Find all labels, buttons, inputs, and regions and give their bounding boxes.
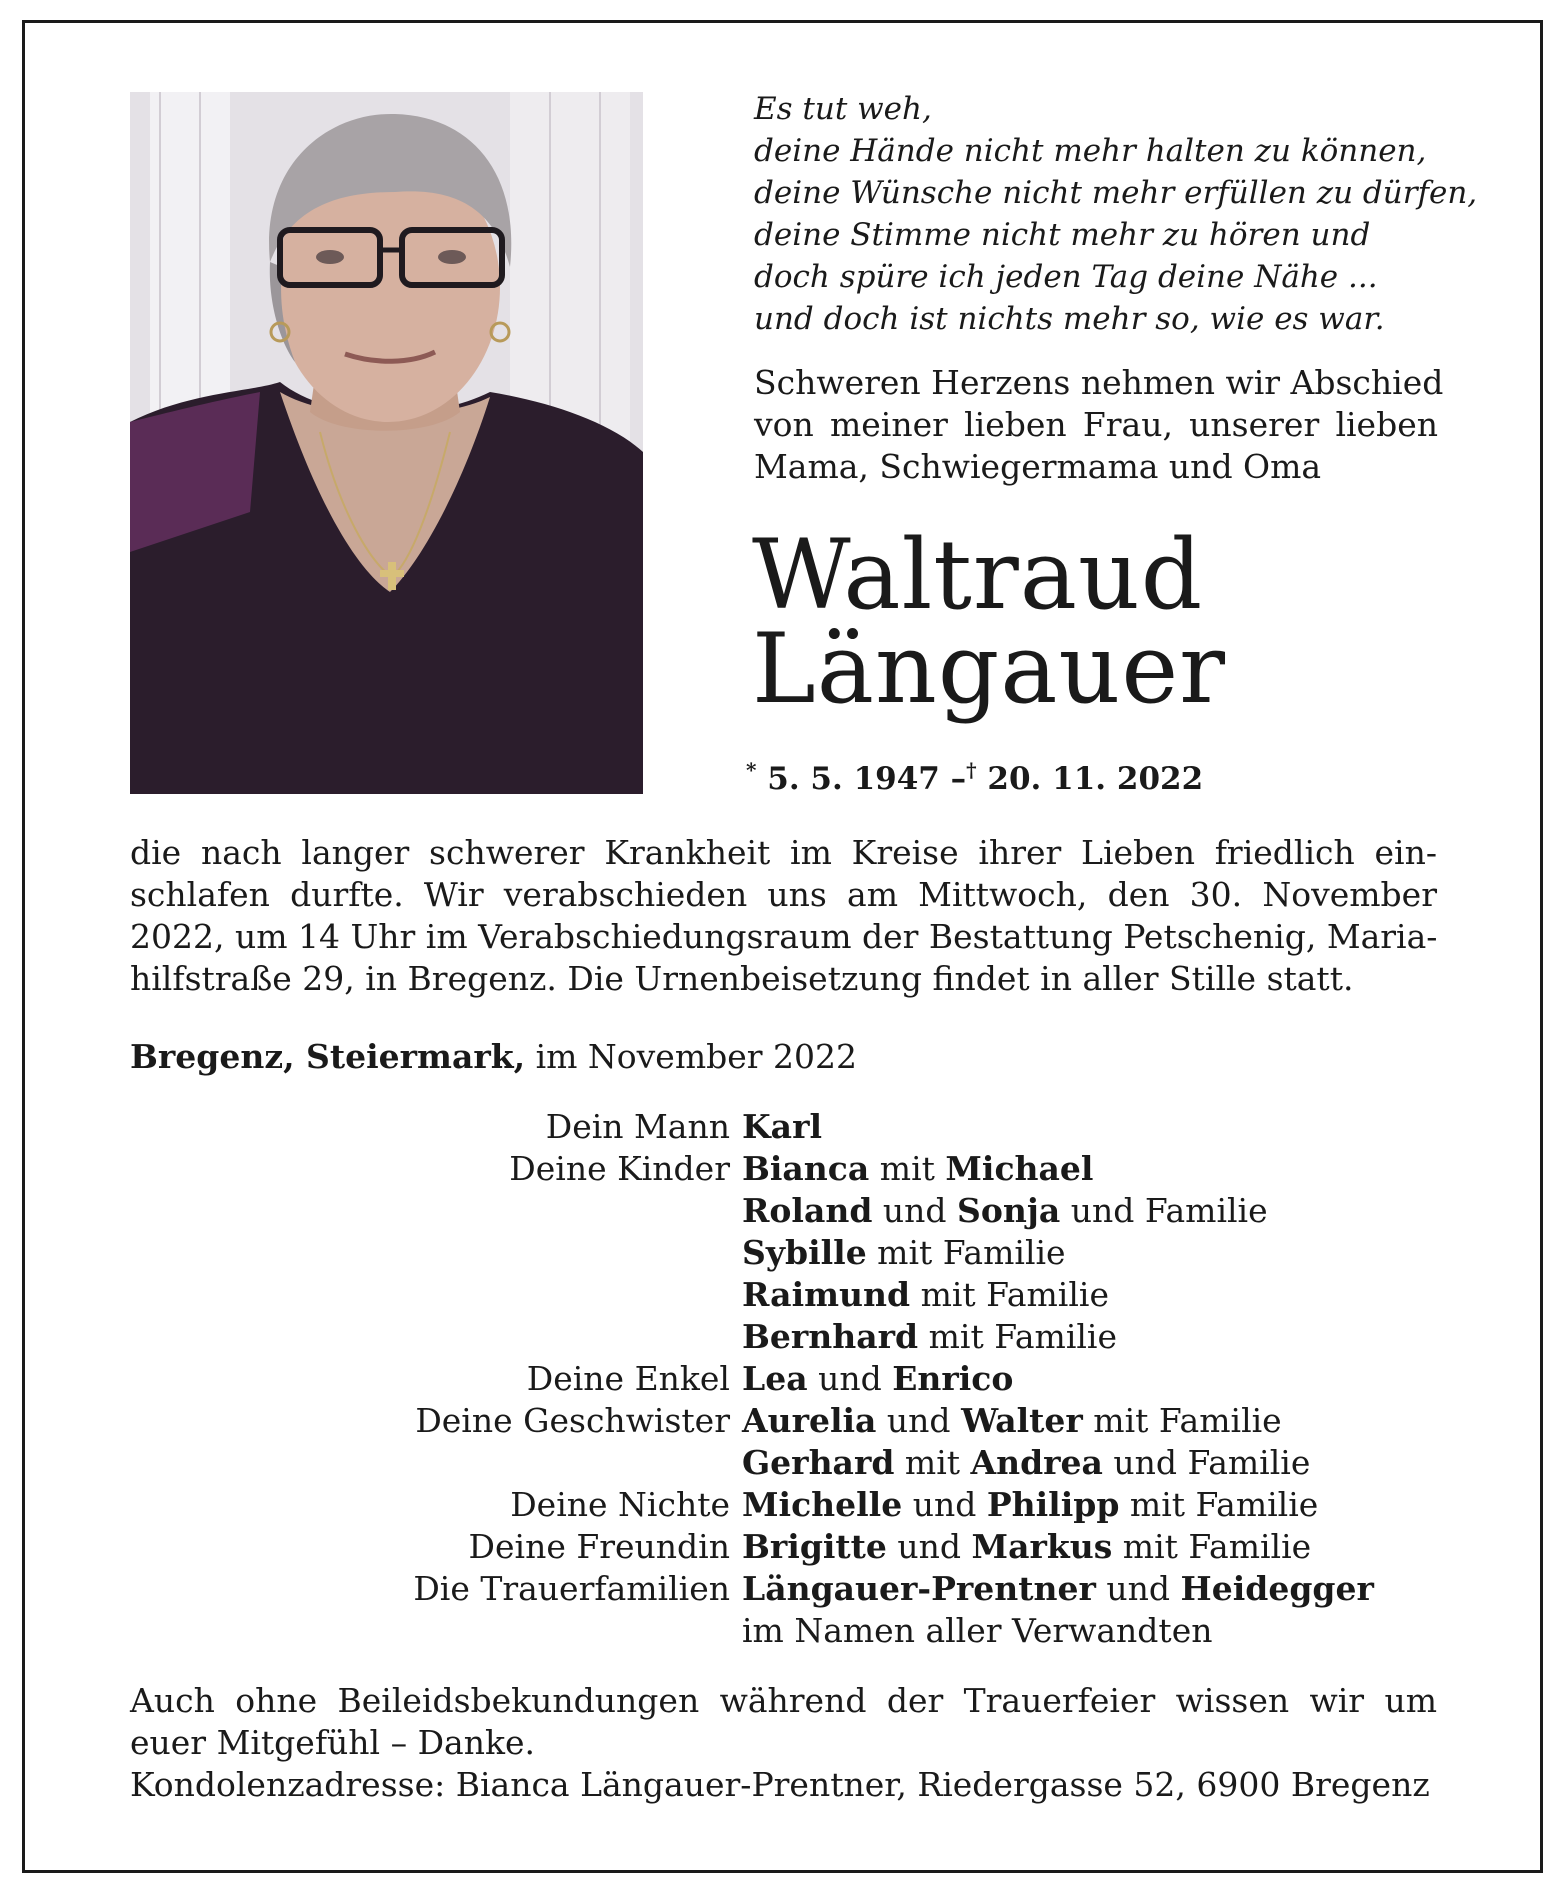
member-name: Brigitte [742, 1527, 887, 1566]
member-names [742, 1484, 1318, 1526]
member-connector: mit [894, 1443, 971, 1482]
mourners-list [130, 1106, 1440, 1652]
member-connector: mit Familie [1082, 1401, 1282, 1440]
poem-line: deine Wünsche nicht mehr erfüllen zu dürfen, [754, 175, 1478, 211]
poem-line: doch spüre ich jeden Tag deine Nähe ... [754, 259, 1378, 295]
member-connector: und [902, 1485, 987, 1524]
member-connector: und [807, 1359, 893, 1398]
poem-line: und doch ist nichts mehr so, wie es war. [754, 301, 1385, 337]
member-names [742, 1400, 1282, 1442]
place-date-line [130, 1036, 857, 1078]
intro-line: Schweren Herzens nehmen wir Abschied [754, 363, 1444, 402]
relation-label: Deine Freundin [468, 1527, 730, 1566]
place-month: im November 2022 [525, 1037, 858, 1076]
poem [754, 88, 1478, 340]
intro-line: von meiner lieben Frau, unserer lieben [754, 405, 1438, 444]
member-name: Gerhard [742, 1443, 895, 1482]
life-dates [746, 758, 1203, 797]
member-connector: im Namen aller Verwandten [742, 1611, 1213, 1650]
closing-line: Auch ohne Beileidsbekundungen während der Trauerfeier wissen wir um [130, 1681, 1437, 1720]
announcement-line: schlafen durfte. Wir verabschieden uns am Mittwoch, den 30. November [130, 875, 1437, 914]
announcement-line: die nach langer schwerer Krankheit im Kreise ihrer Lieben friedlich ein- [130, 833, 1437, 872]
member-connector: und [1095, 1569, 1181, 1608]
mourner-row [130, 1442, 1440, 1484]
closing-line: euer Mitgefühl – Danke. [130, 1723, 535, 1762]
member-names [742, 1316, 1117, 1358]
relation-label: Deine Kinder [509, 1149, 730, 1188]
member-names [742, 1232, 1066, 1274]
relation-label: Deine Geschwister [415, 1401, 730, 1440]
member-names [742, 1442, 1310, 1484]
death-symbol: † [966, 758, 977, 782]
member-connector: und Familie [1060, 1191, 1268, 1230]
deceased-name [752, 519, 1227, 725]
mourner-row [130, 1610, 1440, 1652]
member-connector: mit [869, 1149, 946, 1188]
portrait-photo [130, 92, 643, 794]
relation-label: Die Trauerfamilien [413, 1569, 730, 1608]
relation-label: Deine Nichte [510, 1485, 730, 1524]
member-name: Raimund [742, 1275, 911, 1314]
announcement-text [130, 832, 1437, 1000]
mourner-row [130, 1232, 1440, 1274]
relation-label [130, 1232, 742, 1274]
member-connector: mit Familie [866, 1233, 1066, 1272]
mourner-row [130, 1400, 1440, 1442]
poem-line: deine Stimme nicht mehr zu hören und [754, 217, 1371, 253]
mourner-row [130, 1274, 1440, 1316]
member-name: Philipp [986, 1485, 1120, 1524]
birth-date: 5. 5. 1947 [767, 761, 940, 797]
last-name: Längauer [752, 613, 1227, 725]
first-name: Waltraud [752, 519, 1204, 631]
announcement-line: hilfstraße 29, in Bregenz. Die Urnenbeisetzung findet in aller Stille statt. [130, 959, 1354, 998]
member-name: Lea [742, 1359, 808, 1398]
member-name: Andrea [970, 1443, 1103, 1482]
relation-label: Dein Mann [545, 1107, 730, 1146]
member-names [742, 1190, 1268, 1232]
mourner-row [130, 1484, 1440, 1526]
member-names [742, 1274, 1109, 1316]
relation-label [130, 1316, 742, 1358]
member-name: Michelle [742, 1485, 903, 1524]
mourner-row [130, 1568, 1440, 1610]
mourner-row [130, 1106, 1440, 1148]
member-name: Karl [742, 1107, 822, 1146]
member-connector: und Familie [1102, 1443, 1311, 1482]
member-name: Bianca [742, 1149, 870, 1188]
member-connector: mit Familie [918, 1317, 1118, 1356]
member-connector: mit Familie [1112, 1527, 1312, 1566]
member-name: Sybille [742, 1233, 867, 1272]
relation-label: Deine Enkel [526, 1359, 730, 1398]
member-connector: und [872, 1191, 958, 1230]
member-names [742, 1106, 822, 1148]
member-name: Roland [742, 1191, 873, 1230]
birth-symbol: * [746, 758, 757, 782]
mourner-row [130, 1148, 1440, 1190]
relation-label [130, 1442, 742, 1484]
member-name: Walter [961, 1401, 1083, 1440]
member-connector: mit Familie [910, 1275, 1109, 1314]
member-name: Längauer-Prentner [742, 1569, 1096, 1608]
place-names: Bregenz, Steiermark, [130, 1037, 526, 1076]
member-names [742, 1568, 1374, 1610]
mourner-row [130, 1526, 1440, 1568]
member-name: Sonja [957, 1191, 1061, 1230]
closing-text [130, 1680, 1437, 1806]
member-connector: und [876, 1401, 962, 1440]
relation-label [130, 1274, 742, 1316]
member-name: Markus [971, 1527, 1113, 1566]
intro-text [754, 362, 1444, 488]
member-name: Enrico [892, 1359, 1014, 1398]
member-name: Aurelia [742, 1401, 877, 1440]
announcement-line: 2022, um 14 Uhr im Verabschiedungsraum der Bestattung Petschenig, Maria- [130, 917, 1438, 956]
member-names [742, 1148, 1093, 1190]
relation-label [130, 1610, 742, 1652]
member-connector: mit Familie [1119, 1485, 1319, 1524]
mourner-row [130, 1190, 1440, 1232]
death-date: 20. 11. 2022 [987, 761, 1204, 797]
member-connector: und [886, 1527, 972, 1566]
member-name: Bernhard [742, 1317, 919, 1356]
member-names [742, 1526, 1311, 1568]
poem-line: deine Hände nicht mehr halten zu können, [754, 133, 1427, 169]
mourner-row [130, 1358, 1440, 1400]
member-name: Michael [945, 1149, 1094, 1188]
intro-line: Mama, Schwiegermama und Oma [754, 447, 1322, 486]
date-separator: – [950, 761, 967, 797]
condolence-address: Kondolenzadresse: Bianca Längauer-Prentner, Riedergasse 52, 6900 Bregenz [130, 1765, 1430, 1804]
poem-line: Es tut weh, [754, 91, 932, 127]
member-names [742, 1610, 1212, 1652]
member-names [742, 1358, 1013, 1400]
mourner-row [130, 1316, 1440, 1358]
member-name: Heidegger [1180, 1569, 1374, 1608]
relation-label [130, 1190, 742, 1232]
